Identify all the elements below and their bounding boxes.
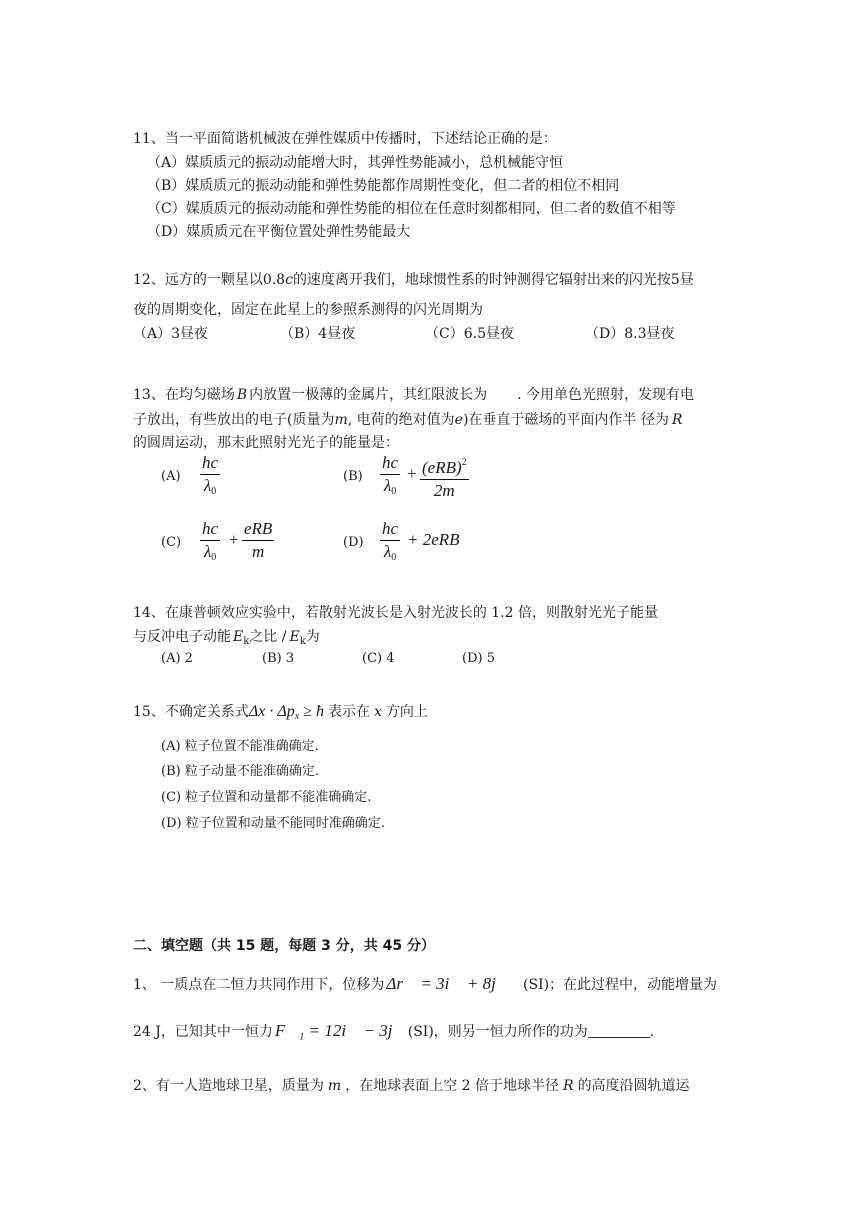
q14-option-c: (C) 4 [362,651,395,666]
q15-option-b: (B) 粒子动量不能准确确定. [161,764,319,779]
q13-option-d-term: + 2eRB [407,530,460,549]
answer-blank [588,1023,650,1038]
q15-option-c: (C) 粒子位置和动量都不能准确确定. [161,790,372,805]
q14-stem-line2: 与反冲电子动能 $E_k$之比 / $E_k$为 [133,629,320,647]
fill-1-line1: 1、 一质点在二恒力共同作用下，位移为 Δr⃗ = 3i⃗ + 8j⃗ (SI)；在此过程中，动能增量为 [133,974,718,993]
fill-2-line1: 2、有一人造地球卫星，质量为 m ，在地球表面上空 2 倍于地球半径 R 的高度沿圆轨道运 [133,1078,690,1094]
section-2-heading: 二、填空题（共 15 题，每题 3 分，共 45 分） [133,938,435,954]
q11-option-a: （A）媒质质元的振动动能增大时，其弹性势能减小，总机械能守恒 [147,155,564,171]
q13-option-a-label: (A) [161,469,181,484]
q13-option-c-plus: + [229,530,239,549]
q14-option-a: (A) 2 [161,651,193,666]
q13-option-b-plus: + [407,464,417,483]
q12-stem-line1: 12、远方的一颗星以0.8c的速度离开我们，地球惯性系的时钟测得它辐射出来的闪光按5昼 [133,272,694,288]
q11-option-b: （B）媒质质元的振动动能和弹性势能都作周期性变化，但二者的相位不相同 [147,178,620,194]
q13-option-c-frac1: $\frac{hc}{\lambda_0}$ [202,519,219,563]
q11-stem: 11、当一平面简谐机械波在弹性媒质中传播时，下述结论正确的是： [133,131,557,147]
q13-stem-line1: 13、在均匀磁场 B 内放置一极薄的金属片，其红限波长为 . 今用单色光照射，发现有电 [133,387,695,403]
q13-option-c-frac2: eRB m [244,519,273,561]
q13-option-c-label: (C) [161,535,182,550]
q13-stem-line3: 的圆周运动，那末此照射光光子的能量是： [133,435,399,451]
fill-1-line2: 24 J，已知其中一恒力 F⃗₁ = 12i⃗ − 3j⃗ (SI)，则另一恒力所作的功为 . [133,1021,655,1040]
q12-stem-line2: 夜的周期变化，固定在此星上的参照系测得的闪光周期为 [133,302,483,318]
q12-option-d: （D）8.3昼夜 [585,326,675,342]
q11-option-d: （D）媒质质元在平衡位置处弹性势能最大 [147,224,411,240]
q14-stem-line1: 14、在康普顿效应实验中，若散射光波长是入射光波长的 1.2 倍，则散射光光子能量 [133,605,658,621]
q12-option-c: （C）6.5昼夜 [425,326,514,342]
q15-option-d: (D) 粒子位置和动量不能同时准确确定. [161,816,385,831]
q13-stem-line2: 子放出，有些放出的电子(质量为m, 电荷的绝对值为e)在垂直于磁场的平面内作半 径为 R [133,412,683,428]
q12-option-b: （B）4昼夜 [280,326,356,342]
q14-option-b: (B) 3 [262,651,295,666]
q13-option-b-frac1: $\frac{hc}{\lambda_0}$ [382,453,399,497]
q15-stem: 15、不确定关系式$\Delta x \cdot \Delta p_x$ ≥ ħ 表示在 x 方向上 [133,703,428,722]
q12-option-a: （A）3昼夜 [133,326,209,342]
q15-option-a: (A) 粒子位置不能准确确定. [161,739,319,754]
q13-option-d-frac: $\frac{hc}{\lambda_0}$ [382,519,399,563]
q13-option-d-label: (D) [343,535,364,550]
q13-option-a-formula: $\frac{hc}{\lambda_0}$ [202,453,219,497]
q11-option-c: （C）媒质质元的振动动能和弹性势能的相位在任意时刻都相同，但二者的数值不相等 [147,201,676,217]
q13-option-b-label: (B) [343,469,363,484]
q14-option-d: (D) 5 [462,651,495,666]
q13-option-b-frac2: (eRB)$^2$ 2m [420,452,469,502]
